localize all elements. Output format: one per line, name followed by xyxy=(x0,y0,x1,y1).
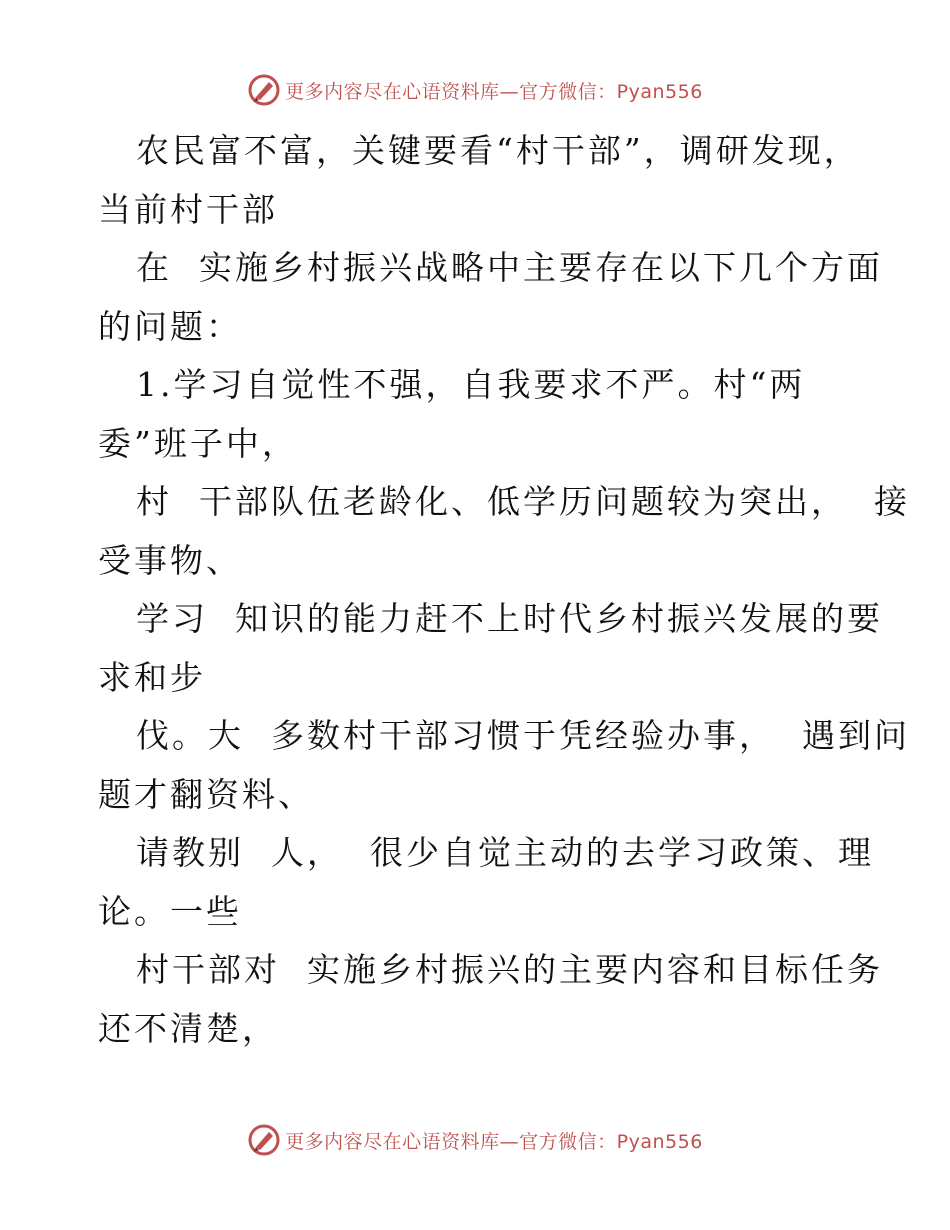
document-body xyxy=(98,122,910,1058)
paragraph-line: 求和步 xyxy=(98,657,206,697)
paragraph-line: 学习 知识的能力赶不上时代乡村振兴发展的要 xyxy=(136,599,883,638)
paragraph-line: 论。一些 xyxy=(98,891,242,931)
watermark-text: 更多内容尽在心语资料库—官方微信：Pyan556 xyxy=(285,80,703,103)
paragraph-line: 题才翻资料、 xyxy=(98,774,314,814)
paragraph-line: 还不清楚， xyxy=(98,1008,278,1048)
paragraph-line: 农民富不富，关键要看“村干部”，调研发现， xyxy=(136,131,860,170)
paragraph-line: 委”班子中， xyxy=(98,423,298,463)
paragraph-line: 1.学习自觉性不强，自我要求不严。村“两 xyxy=(136,365,806,404)
paragraph-line: 伐。大 多数村干部习惯于凭经验办事， 遇到问 xyxy=(136,716,910,755)
footer-watermark xyxy=(0,1122,950,1158)
paragraph-line: 受事物、 xyxy=(98,540,242,580)
header-watermark xyxy=(0,72,950,108)
paragraph-line: 在 实施乡村振兴战略中主要存在以下几个方面 xyxy=(136,248,883,287)
pen-logo-icon xyxy=(247,1123,281,1157)
paragraph-line: 村干部对 实施乡村振兴的主要内容和目标任务 xyxy=(136,950,883,989)
paragraph-line: 当前村干部 xyxy=(98,189,278,229)
paragraph-line: 请教别 人， 很少自觉主动的去学习政策、理 xyxy=(136,833,874,872)
pen-logo-icon xyxy=(247,73,281,107)
paragraph-line: 的问题： xyxy=(98,306,242,346)
watermark-text: 更多内容尽在心语资料库—官方微信：Pyan556 xyxy=(285,1130,703,1153)
paragraph-line: 村 干部队伍老龄化、低学历问题较为突出， 接 xyxy=(136,482,910,521)
